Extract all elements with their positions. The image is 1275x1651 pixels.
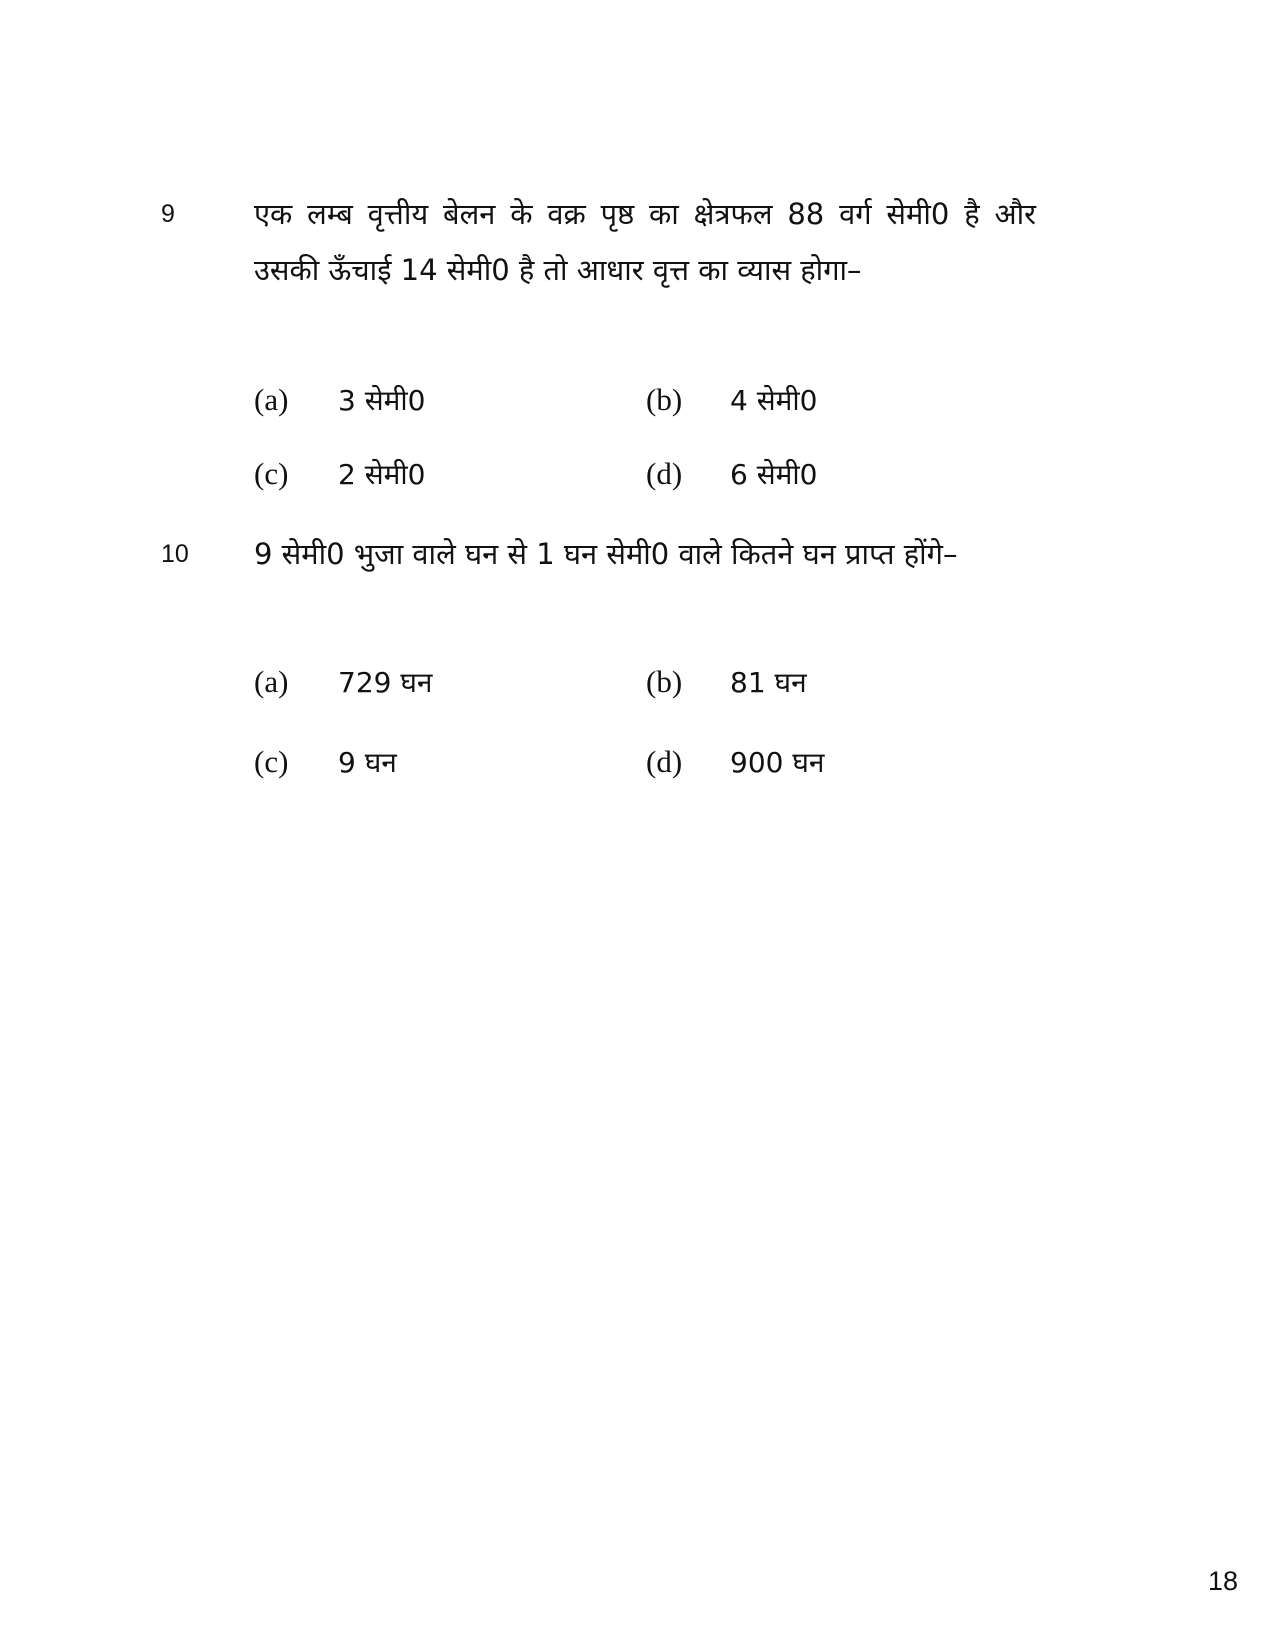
option-letter: (c) [254, 744, 289, 779]
question-text: 9 सेमी0 भुजा वाले घन से 1 घन सेमी0 वाले कितने घन प्राप्त होंगे– [254, 537, 958, 571]
option-letter: (b) [646, 382, 683, 417]
option-text: 3 सेमी0 [338, 384, 426, 417]
question-number: 10 [161, 540, 189, 568]
option-text: 81 घन [730, 666, 807, 699]
option-b[interactable] [646, 380, 817, 421]
option-letter: (a) [254, 382, 289, 417]
question-number: 9 [161, 200, 175, 228]
option-text: 4 सेमी0 [730, 384, 818, 417]
option-text: 900 घन [730, 746, 825, 779]
option-c[interactable] [254, 454, 425, 495]
option-text: 2 सेमी0 [338, 458, 426, 491]
option-text: 6 सेमी0 [730, 458, 818, 491]
option-letter: (c) [254, 456, 289, 491]
option-a[interactable] [254, 662, 432, 703]
question-text: एक लम्ब वृत्तीय बेलन के वक्र पृष्ठ का क्षेत्रफल 88 वर्ग सेमी0 है और उसकी ऊँचाई 14 सेमी0 है तो आधार वृत्त का व्यास होगा– [254, 197, 1036, 287]
option-letter: (d) [646, 456, 683, 491]
option-letter: (a) [254, 664, 289, 699]
option-a[interactable] [254, 380, 425, 421]
option-d[interactable] [646, 454, 817, 495]
option-text: 729 घन [338, 666, 433, 699]
option-letter: (d) [646, 744, 683, 779]
option-b[interactable] [646, 662, 807, 703]
option-c[interactable] [254, 742, 397, 783]
option-d[interactable] [646, 742, 824, 783]
page-number: 18 [1208, 1566, 1239, 1596]
option-letter: (b) [646, 664, 683, 699]
option-text: 9 घन [338, 746, 397, 779]
